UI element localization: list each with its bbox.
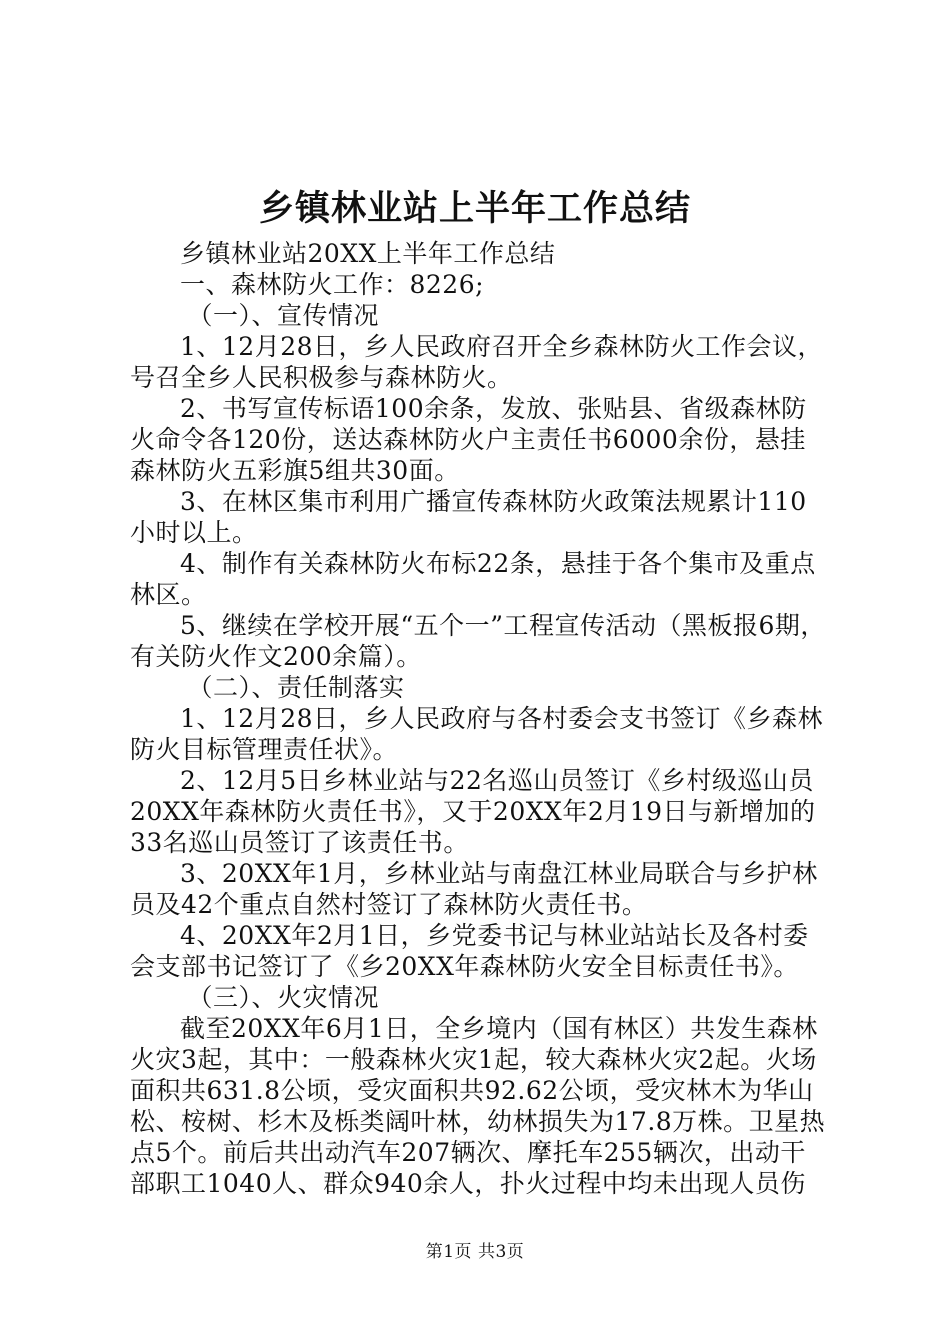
paragraph: 截至20XX年6月1日，全乡境内（国有林区）共发生森林火灾3起，其中：一般森林火灾1起，较大森林火灾2起。火场面积共631.8公顷，受灾面积共92.62公顷，受灾林木为华山松、桉树、杉木及栎类阔叶林，幼林损失为17.8万株。卫星热点5个。前后共出动汽车207辆次、摩托车255辆次，出动干部职工1040人、群众940余人，扑火过程中均未出现人员伤 [130,1014,826,1198]
paragraph: 1、12月28日，乡人民政府召开全乡森林防火工作会议，号召全乡人民积极参与森林防火。 [130,332,824,392]
page-number-footer: 第1页 共3页 [425,1242,525,1262]
paragraph: 3、20XX年1月，乡林业站与南盘江林业局联合与乡护林员及42个重点自然村签订了森林防火责任书。 [130,859,818,919]
paragraph: 5、继续在学校开展“五个一”工程宣传活动（黑板报6期，有关防火作文200余篇）。 [130,611,826,671]
document-body [130,238,830,1199]
paragraph: 2、书写宣传标语100余条，发放、张贴县、省级森林防火命令各120份，送达森林防火户主责任书6000余份，悬挂森林防火五彩旗5组共30面。 [130,394,807,485]
paragraph: 4、制作有关森林防火布标22条，悬挂于各个集市及重点林区。 [130,549,816,609]
paragraph: 2、12月5日乡林业站与22名巡山员签订《乡村级巡山员20XX年森林防火责任书》，又于20XX年2月19日与新增加的33名巡山员签订了该责任书。 [130,766,816,857]
paragraph: 3、在林区集市利用广播宣传森林防火政策法规累计110小时以上。 [130,487,807,547]
subsection-heading-publicity: （一）、宣传情况 [187,301,380,330]
section-heading-fire-prevention: 一、森林防火工作：8226; [180,270,485,299]
subsection-heading-fire-situation: （三）、火灾情况 [187,983,380,1012]
doc-subtitle: 乡镇林业站20XX上半年工作总结 [180,239,556,268]
page-title: 乡镇林业站上半年工作总结 [258,189,691,229]
subsection-heading-responsibility: （二）、责任制落实 [187,673,405,702]
paragraph: 1、12月28日，乡人民政府与各村委会支书签订《乡森林防火目标管理责任状》。 [130,704,824,764]
paragraph: 4、20XX年2月1日，乡党委书记与林业站站长及各村委会支部书记签订了《乡20XX年森林防火安全目标责任书》。 [130,921,809,981]
